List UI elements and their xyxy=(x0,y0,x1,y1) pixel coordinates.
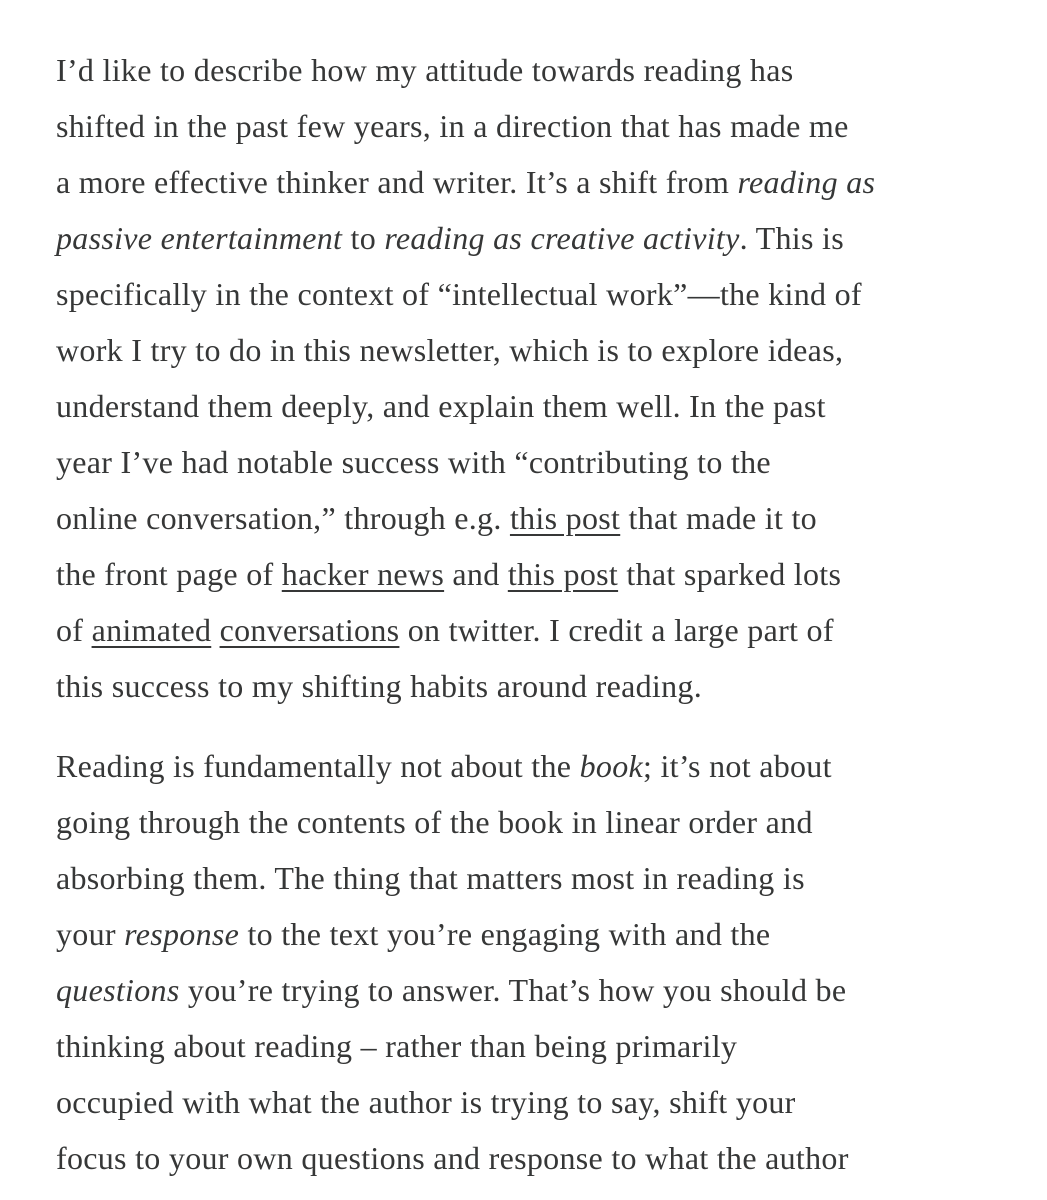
link-this-post-1[interactable]: this post xyxy=(509,500,621,536)
text-line xyxy=(56,210,1016,266)
text-line xyxy=(56,1130,1016,1186)
emphasis-text: book xyxy=(579,748,643,784)
emphasis-text: response xyxy=(124,916,240,952)
text-line xyxy=(56,602,1016,658)
text-span: on twitter. I credit a large part of xyxy=(399,612,834,648)
text-span: focus to your own questions and response to what the author xyxy=(56,1140,849,1176)
link-animated[interactable]: animated xyxy=(91,612,212,648)
text-span: occupied with what the author is trying to say, shift your xyxy=(56,1084,796,1120)
text-span: and xyxy=(444,556,508,592)
text-span: work I try to do in this newsletter, which is to explore ideas, xyxy=(56,332,844,368)
text-span: year I’ve had notable success with “contributing to the xyxy=(56,444,771,480)
text-span: you’re trying to answer. That’s how you should be xyxy=(179,972,847,1008)
emphasis-text: passive entertainment xyxy=(56,220,343,256)
link-hacker-news[interactable]: hacker news xyxy=(281,556,445,592)
link-this-post-2[interactable]: this post xyxy=(507,556,619,592)
text-span: that made it to xyxy=(620,500,817,536)
text-span: Reading is fundamentally not about the xyxy=(56,748,580,784)
text-span: I’d like to describe how my attitude towards reading has xyxy=(56,52,794,88)
text-line xyxy=(56,266,1016,322)
text-span: ; it’s not about xyxy=(643,748,832,784)
text-line xyxy=(56,322,1016,378)
article-body xyxy=(56,42,1016,1186)
text-span: that sparked lots xyxy=(618,556,842,592)
text-span: to the text you’re engaging with and the xyxy=(239,916,771,952)
text-span: understand them deeply, and explain them well. In the past xyxy=(56,388,826,424)
emphasis-text: reading as xyxy=(737,164,876,200)
text-line xyxy=(56,906,1016,962)
text-span: a more effective thinker and writer. It’s a shift from xyxy=(56,164,738,200)
text-span: going through the contents of the book in linear order and xyxy=(56,804,813,840)
emphasis-text: reading as creative activity xyxy=(384,220,740,256)
text-span: this success to my shifting habits around reading. xyxy=(56,668,703,704)
text-line xyxy=(56,794,1016,850)
text-line xyxy=(56,1074,1016,1130)
paragraph-1 xyxy=(56,42,1016,714)
text-line xyxy=(56,850,1016,906)
text-span: . This is xyxy=(739,220,844,256)
text-line xyxy=(56,434,1016,490)
text-line xyxy=(56,658,1016,714)
text-line xyxy=(56,378,1016,434)
text-line xyxy=(56,490,1016,546)
text-span: to xyxy=(342,220,385,256)
paragraph-2 xyxy=(56,738,1016,1186)
text-line xyxy=(56,98,1016,154)
text-line xyxy=(56,738,1016,794)
text-span: the front page of xyxy=(56,556,282,592)
text-line xyxy=(56,962,1016,1018)
text-span: of xyxy=(56,612,92,648)
text-span: thinking about reading – rather than being primarily xyxy=(56,1028,738,1064)
text-span: your xyxy=(56,916,125,952)
text-span: absorbing them. The thing that matters most in reading is xyxy=(56,860,805,896)
text-span: online conversation,” through e.g. xyxy=(56,500,510,536)
text-span: shifted in the past few years, in a direction that has made me xyxy=(56,108,849,144)
link-conversations[interactable]: conversations xyxy=(219,612,400,648)
text-span xyxy=(211,612,219,648)
text-span: specifically in the context of “intellectual work”—the kind of xyxy=(56,276,862,312)
emphasis-text: questions xyxy=(56,972,180,1008)
text-line xyxy=(56,154,1016,210)
text-line xyxy=(56,546,1016,602)
text-line xyxy=(56,42,1016,98)
text-line xyxy=(56,1018,1016,1074)
